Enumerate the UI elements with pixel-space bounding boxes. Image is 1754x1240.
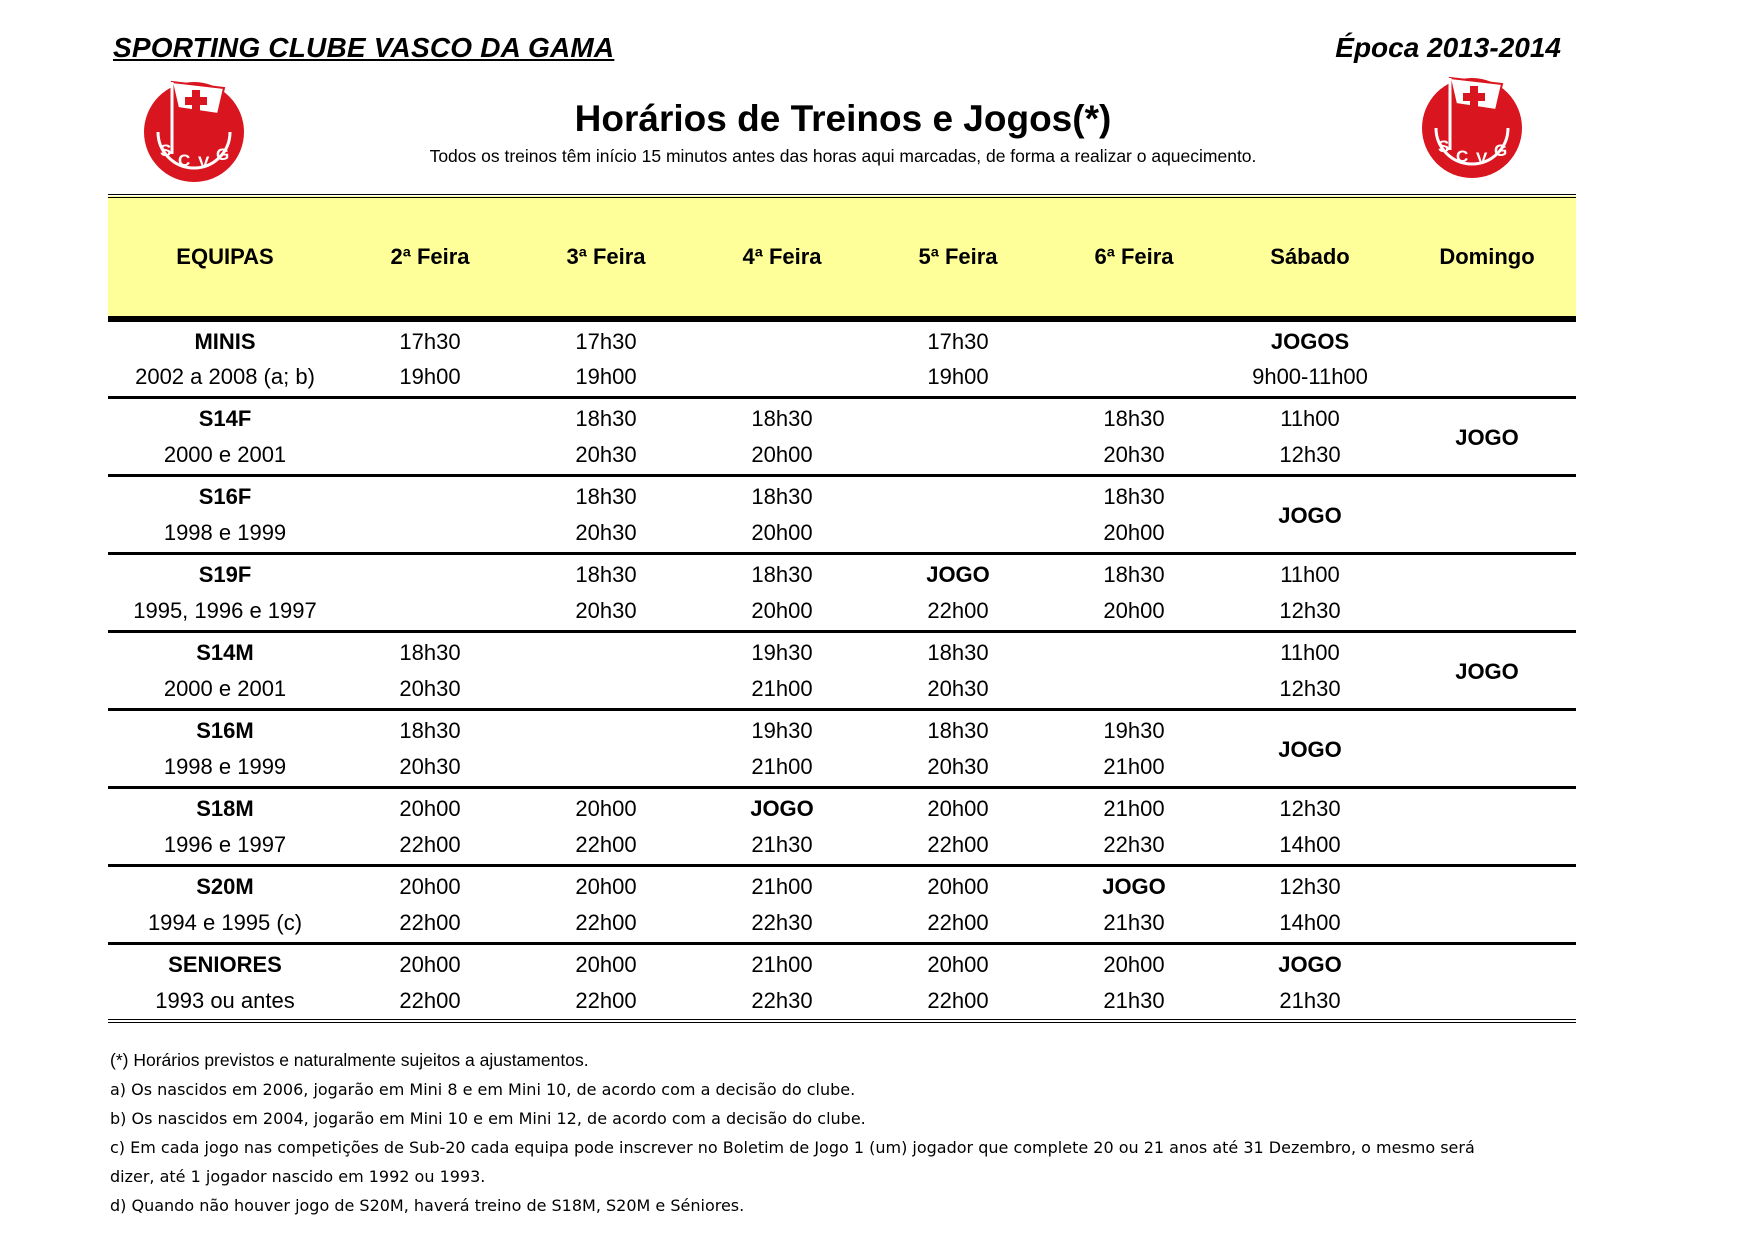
team-name: S18M — [196, 795, 254, 821]
table-row — [108, 709, 1576, 748]
schedule-cell: 20h00 — [694, 592, 870, 631]
svg-text:G: G — [1494, 141, 1508, 160]
table-row — [108, 358, 1576, 397]
table-row — [108, 982, 1576, 1021]
table-row — [108, 436, 1576, 475]
schedule-cell — [1398, 475, 1576, 553]
schedule-cell — [1398, 319, 1576, 397]
schedule-cell: 21h30 — [1222, 982, 1398, 1021]
schedule-cell — [1398, 553, 1576, 631]
schedule-cell: 17h30 — [399, 328, 461, 354]
svg-text:V: V — [1476, 149, 1488, 168]
schedule-cell — [870, 397, 1046, 436]
schedule-cell: 18h30 — [751, 483, 813, 509]
page-title: Horários de Treinos e Jogos(*) — [574, 98, 1112, 139]
schedule-cell — [1398, 709, 1576, 787]
table-row — [108, 943, 1576, 982]
schedule-cell: 17h30 — [575, 328, 637, 354]
schedule-cell: JOGO — [1278, 951, 1342, 977]
column-header: Domingo — [1398, 196, 1576, 319]
table-row — [108, 865, 1576, 904]
schedule-cell: 11h00 — [1280, 561, 1340, 587]
team-years: 2000 e 2001 — [108, 436, 342, 475]
schedule-cell: 21h30 — [1046, 982, 1222, 1021]
schedule-cell: 14h00 — [1222, 904, 1398, 943]
team-name: SENIORES — [168, 951, 282, 977]
svg-text:C: C — [1456, 147, 1469, 166]
schedule-cell: 21h00 — [751, 951, 813, 977]
team-name: S16F — [198, 483, 252, 509]
table-row — [108, 631, 1576, 670]
season-label: Época 2013-2014 — [1335, 32, 1561, 63]
schedule-cell: 20h30 — [342, 670, 518, 709]
schedule-cell: 18h30 — [399, 717, 461, 743]
schedule-cell: JOGO — [1398, 631, 1576, 709]
team-name: S20M — [196, 873, 254, 899]
schedule-cell: 22h00 — [342, 904, 518, 943]
column-header: 3ª Feira — [518, 196, 694, 319]
schedule-cell — [870, 475, 1046, 514]
schedule-cell — [342, 553, 518, 592]
schedule-cell — [518, 631, 694, 670]
schedule-cell: 19h00 — [342, 358, 518, 397]
schedule-cell: 22h00 — [342, 982, 518, 1021]
table-header-row — [108, 196, 1576, 319]
schedule-cell: 19h30 — [751, 717, 813, 743]
schedule-cell: 22h00 — [518, 826, 694, 865]
schedule-cell: 21h30 — [1046, 904, 1222, 943]
schedule-cell: 20h00 — [575, 873, 637, 899]
schedule-cell: 20h30 — [518, 514, 694, 553]
schedule-cell — [518, 709, 694, 748]
schedule-cell: 20h00 — [399, 795, 461, 821]
schedule-cell: 22h30 — [1046, 826, 1222, 865]
schedule-cell — [1046, 319, 1222, 358]
schedule-cell: 18h30 — [751, 561, 813, 587]
schedule-cell: 20h00 — [1103, 951, 1165, 977]
team-name: S19F — [198, 561, 252, 587]
schedule-cell: 20h30 — [518, 436, 694, 475]
schedule-cell: 22h00 — [870, 826, 1046, 865]
schedule-cell — [1046, 670, 1222, 709]
schedule-cell: 20h30 — [870, 748, 1046, 787]
footnote: d) Quando não houver jogo de S20M, haverá treino de S18M, S20M e Séniores. — [110, 1196, 745, 1215]
schedule-cell: 18h30 — [927, 717, 989, 743]
team-years: 1995, 1996 e 1997 — [108, 592, 342, 631]
svg-text:V: V — [198, 153, 210, 172]
schedule-cell: 20h30 — [518, 592, 694, 631]
schedule-cell: 9h00-11h00 — [1222, 358, 1398, 397]
footnote: (*) Horários previstos e naturalmente sujeitos a ajustamentos. — [110, 1050, 589, 1070]
schedule-cell — [1398, 787, 1576, 865]
club-name: SPORTING CLUBE VASCO DA GAMA — [113, 32, 615, 63]
schedule-cell — [342, 475, 518, 514]
schedule-cell: 22h00 — [870, 592, 1046, 631]
column-header: EQUIPAS — [108, 196, 342, 319]
schedule-cell: 20h00 — [927, 951, 989, 977]
schedule-cell — [1046, 358, 1222, 397]
schedule-cell: 18h30 — [1103, 483, 1165, 509]
schedule-cell: JOGO — [926, 561, 990, 587]
schedule-cell: 14h00 — [1222, 826, 1398, 865]
table-row — [108, 787, 1576, 826]
schedule-cell — [1046, 631, 1222, 670]
schedule-cell — [342, 397, 518, 436]
schedule-cell: 21h30 — [694, 826, 870, 865]
footnotes — [110, 1046, 1610, 1220]
table-row — [108, 319, 1576, 358]
schedule-cell: 20h30 — [1046, 436, 1222, 475]
schedule-cell: 21h00 — [694, 748, 870, 787]
schedule-cell: 20h30 — [342, 748, 518, 787]
schedule-cell: 22h00 — [870, 982, 1046, 1021]
schedule-cell: 22h00 — [870, 904, 1046, 943]
schedule-cell: 12h30 — [1222, 670, 1398, 709]
schedule-cell: 19h30 — [751, 639, 813, 665]
column-header: 5ª Feira — [870, 196, 1046, 319]
schedule-cell: 12h30 — [1222, 436, 1398, 475]
column-header: 4ª Feira — [694, 196, 870, 319]
schedule-cell — [870, 514, 1046, 553]
svg-text:C: C — [178, 151, 191, 170]
page-subtitle: Todos os treinos têm início 15 minutos antes das horas aqui marcadas, de forma a realizar o aquecimento. — [429, 146, 1257, 166]
schedule-cell: 18h30 — [927, 639, 989, 665]
schedule-cell: 20h00 — [575, 951, 637, 977]
schedule-cell — [342, 592, 518, 631]
schedule-cell: 20h00 — [694, 436, 870, 475]
schedule-cell: 22h00 — [342, 826, 518, 865]
schedule-cell: 20h00 — [399, 951, 461, 977]
team-years: 1996 e 1997 — [108, 826, 342, 865]
schedule-cell: 18h30 — [1103, 561, 1165, 587]
schedule-cell: 20h30 — [870, 670, 1046, 709]
team-years: 2000 e 2001 — [108, 670, 342, 709]
column-header: 2ª Feira — [342, 196, 518, 319]
svg-text:S: S — [160, 141, 172, 160]
schedule-cell: 22h30 — [694, 904, 870, 943]
schedule-cell: 20h00 — [399, 873, 461, 899]
team-name: S14F — [198, 405, 252, 431]
schedule-cell: 19h00 — [870, 358, 1046, 397]
column-header: 6ª Feira — [1046, 196, 1222, 319]
schedule-cell: 18h30 — [399, 639, 461, 665]
table-row — [108, 553, 1576, 592]
team-name: S14M — [196, 639, 254, 665]
schedule-cell: 18h30 — [751, 405, 813, 431]
schedule-cell: 20h00 — [694, 514, 870, 553]
schedule-cell: JOGO — [1222, 709, 1398, 787]
table-row — [108, 670, 1576, 709]
team-years: 1998 e 1999 — [108, 748, 342, 787]
schedule-cell: JOGO — [750, 795, 814, 821]
column-header: Sábado — [1222, 196, 1398, 319]
schedule-cell: 21h00 — [1103, 795, 1165, 821]
schedule-cell — [694, 319, 870, 358]
schedule-cell: 11h00 — [1280, 405, 1340, 431]
schedule-cell: 18h30 — [575, 483, 637, 509]
schedule-cell: 21h00 — [1046, 748, 1222, 787]
schedule-cell: 19h30 — [1103, 717, 1165, 743]
schedule-cell: 18h30 — [1103, 405, 1165, 431]
team-years: 1998 e 1999 — [108, 514, 342, 553]
schedule-cell — [342, 514, 518, 553]
schedule-cell: 20h00 — [1046, 514, 1222, 553]
schedule-cell: 12h30 — [1279, 795, 1341, 821]
schedule-cell: 18h30 — [575, 561, 637, 587]
schedule-cell: 11h00 — [1280, 639, 1340, 665]
team-name: S16M — [196, 717, 254, 743]
team-years: 2002 a 2008 (a; b) — [108, 358, 342, 397]
schedule-cell — [342, 436, 518, 475]
team-years: 1993 ou antes — [108, 982, 342, 1021]
schedule-cell: 12h30 — [1222, 592, 1398, 631]
schedule-cell: 22h00 — [518, 982, 694, 1021]
schedule-cell: 12h30 — [1279, 873, 1341, 899]
footnote: b) Os nascidos em 2004, jogarão em Mini 10 e em Mini 12, de acordo com a decisão do clube. — [110, 1109, 866, 1128]
schedule-cell: 22h00 — [518, 904, 694, 943]
schedule-cell — [1398, 943, 1576, 1021]
footnote: c) Em cada jogo nas competições de Sub-20 cada equipa pode inscrever no Boletim de Jogo 1 (um) jogador que complete 20 ou 21 anos até 31 Dezembro, o mesmo será — [110, 1138, 1475, 1157]
schedule-cell: 21h00 — [751, 873, 813, 899]
svg-text:S: S — [1438, 137, 1450, 156]
schedule-cell: 20h00 — [575, 795, 637, 821]
schedule-cell: 19h00 — [518, 358, 694, 397]
schedule-cell: JOGO — [1102, 873, 1166, 899]
schedule-cell — [518, 748, 694, 787]
schedule-cell: JOGOS — [1270, 328, 1350, 354]
schedule-cell: 22h30 — [694, 982, 870, 1021]
schedule-cell: 18h30 — [575, 405, 637, 431]
schedule-cell: JOGO — [1398, 397, 1576, 475]
schedule-cell — [518, 670, 694, 709]
footnote: dizer, até 1 jogador nascido em 1992 ou 1993. — [110, 1167, 486, 1186]
svg-text:G: G — [216, 145, 230, 164]
schedule-cell: JOGO — [1222, 475, 1398, 553]
schedule-cell: 20h00 — [927, 795, 989, 821]
schedule-cell — [1398, 865, 1576, 943]
table-row — [108, 904, 1576, 943]
table-row — [108, 397, 1576, 436]
schedule-cell: 20h00 — [1046, 592, 1222, 631]
team-name: MINIS — [194, 328, 256, 354]
schedule-cell — [694, 358, 870, 397]
team-years: 1994 e 1995 (c) — [108, 904, 342, 943]
table-row — [108, 475, 1576, 514]
table-row — [108, 826, 1576, 865]
schedule-cell — [870, 436, 1046, 475]
schedule-table — [108, 194, 1576, 1023]
schedule-cell: 20h00 — [927, 873, 989, 899]
footnote: a) Os nascidos em 2006, jogarão em Mini 8 e em Mini 10, de acordo com a decisão do clube. — [110, 1080, 856, 1099]
table-row — [108, 592, 1576, 631]
schedule-cell: 21h00 — [694, 670, 870, 709]
schedule-cell: 17h30 — [927, 328, 989, 354]
